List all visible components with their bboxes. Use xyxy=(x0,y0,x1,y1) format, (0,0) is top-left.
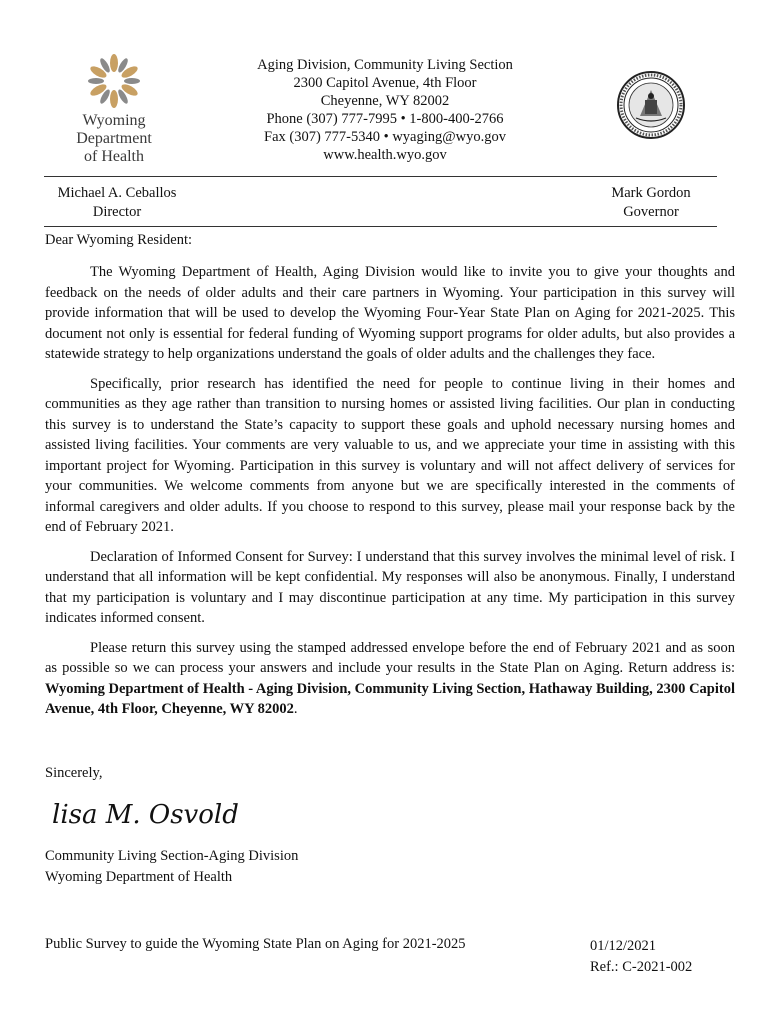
header-divider xyxy=(44,176,717,177)
signer-line: Community Living Section-Aging Division xyxy=(45,848,299,864)
director-name: Michael A. Ceballos xyxy=(57,185,177,201)
footer-survey-title: Public Survey to guide the Wyoming State Plan on Aging for 2021-2025 xyxy=(45,936,466,952)
footer-reference: Ref.: C-2021-002 xyxy=(590,959,693,975)
director-block xyxy=(52,184,182,222)
signer-title xyxy=(45,846,298,888)
address-line: Aging Division, Community Living Section xyxy=(257,57,513,73)
return-paragraph xyxy=(45,638,735,720)
closing: Sincerely, xyxy=(45,765,103,781)
address-line: Cheyenne, WY 82002 xyxy=(320,93,450,109)
address-line: www.health.wyo.gov xyxy=(323,147,447,163)
footer-meta xyxy=(590,936,692,978)
officials-divider xyxy=(44,226,717,227)
wdh-logo xyxy=(62,52,166,166)
wyoming-seal-icon xyxy=(616,70,686,140)
signer-line: Wyoming Department of Health xyxy=(45,869,233,885)
letter-body xyxy=(45,262,735,720)
logo-text-line: of Health xyxy=(84,148,144,165)
letterhead-address xyxy=(200,56,570,164)
governor-title: Governor xyxy=(623,204,679,220)
salutation: Dear Wyoming Resident: xyxy=(45,232,193,248)
address-line: 2300 Capitol Avenue, 4th Floor xyxy=(293,75,477,91)
signature-image xyxy=(48,795,248,831)
signature-text: lisa M. Osvold xyxy=(52,800,239,830)
logo-text-line: Department xyxy=(76,130,152,147)
governor-name: Mark Gordon xyxy=(611,185,691,201)
paragraph: Specifically, prior research has identified the need for people to continue living in their homes and communities as they age rather than transition to nursing homes or assisted living facilities. Our plan in conducting this survey is to understand the State’s capacity to support these goals and uphold necessary nursing homes and assisted living facilities. Your comments are very valuable to us, and we appreciate your time in assisting with this important project for Wyoming. Participation in this survey is voluntary and will not affect delivery of services for your communities. We welcome comments from anyone but we are specifically interested in the comments of informal caregivers and older adults. If you choose to respond to this survey, please mail your response back by the end of February 2021. xyxy=(45,375,735,535)
return-address: Wyoming Department of Health - Aging Division, Community Living Section, Hathaway Building, 2300 Capitol Avenue, 4th Floor, Cheyenne, WY 82002 xyxy=(45,680,735,717)
footer-date: 01/12/2021 xyxy=(590,938,657,954)
return-paragraph-end: . xyxy=(293,701,298,717)
signature xyxy=(48,795,248,836)
logo-text-line: Wyoming xyxy=(82,112,146,129)
paragraph: Declaration of Informed Consent for Survey: I understand that this survey involves the minimal level of risk. I understand that all information will be kept confidential. My responses will also be anonymous. Finally, I understand that my participation is voluntary and I may discontinue participation at any time. My participation in this survey indicates informed consent. xyxy=(45,548,735,626)
return-paragraph-text: Please return this survey using the stamped addressed envelope before the end of February 2021 and as soon as possible so we can process your answers and include your results in the State Plan on Aging. Return address is: xyxy=(45,639,735,676)
director-title: Director xyxy=(92,204,142,220)
wdh-logo-mark-icon xyxy=(82,52,146,110)
address-line: Phone (307) 777-7995 • 1-800-400-2766 xyxy=(266,111,504,127)
paragraph: The Wyoming Department of Health, Aging Division would like to invite you to give your thoughts and feedback on the needs of older adults and their care partners in Wyoming. Your participation in this survey will provide information that will be used to develop the Wyoming Four-Year State Plan on Aging for 2021-2025. This document not only is essential for federal funding of Wyoming support programs for older adults, but also provides a statewide strategy to help organizations understand the goals of older adults and the challenges they face. xyxy=(45,264,735,362)
state-seal xyxy=(616,70,686,145)
governor-block xyxy=(600,184,702,222)
address-line: Fax (307) 777-5340 • wyaging@wyo.gov xyxy=(264,129,506,145)
